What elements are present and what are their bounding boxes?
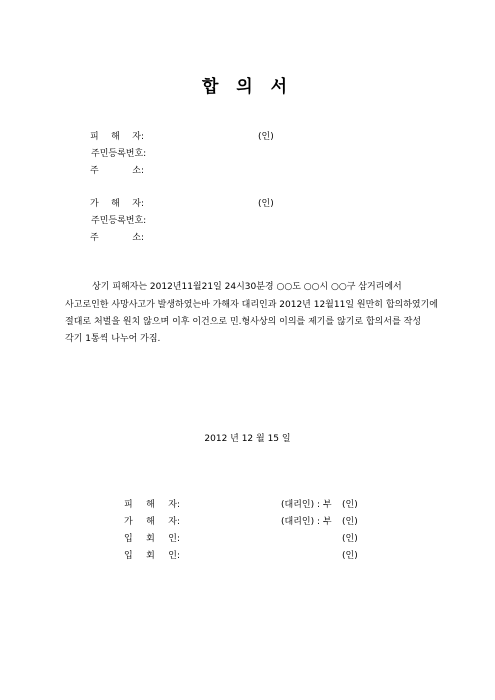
signature-seal-victim: (인) — [342, 500, 358, 510]
signature-proxy-offender: (대리인) : 부 — [281, 517, 332, 527]
body-line: 각기 1통씩 나누어 가짐. — [65, 334, 161, 344]
signature-seal-witness-2: (인) — [342, 551, 358, 561]
body-line: 절대로 처벌을 원치 않으며 이후 이건으로 민.형사상의 이의를 제기를 않기로 합의서를 작성 — [65, 317, 422, 327]
offender-address-label: 주 소: — [90, 233, 144, 243]
signature-seal-offender: (인) — [342, 517, 358, 527]
document-title: 합 의 서 — [201, 77, 294, 97]
victim-name-label: 피 해 자: — [90, 132, 144, 142]
signature-label-witness-2: 입 회 인: — [124, 551, 180, 561]
signature-label-offender: 가 해 자: — [124, 517, 180, 527]
victim-seal: (인) — [258, 132, 274, 142]
signature-seal-witness-1: (인) — [342, 534, 358, 544]
body-line: 사고로인한 사망사고가 발생하였는바 가해자 대리인과 2012년 12월11일 원만히 합의하였기에 — [65, 300, 438, 310]
victim-address-label: 주 소: — [90, 166, 144, 176]
offender-id-label: 주민등록번호: — [91, 216, 147, 226]
document-date: 2012 년 12 월 15 일 — [204, 434, 291, 444]
signature-label-witness-1: 입 회 인: — [124, 534, 180, 544]
offender-name-label: 가 해 자: — [90, 199, 144, 209]
body-line: 상기 피해자는 2012년11월21일 24시30분경 ○○도 ○○시 ○○구 삼거리에서 — [92, 282, 402, 292]
offender-seal: (인) — [258, 199, 274, 209]
signature-label-victim: 피 해 자: — [124, 500, 180, 510]
victim-id-label: 주민등록번호: — [91, 149, 147, 159]
signature-proxy-victim: (대리인) : 부 — [281, 500, 332, 510]
